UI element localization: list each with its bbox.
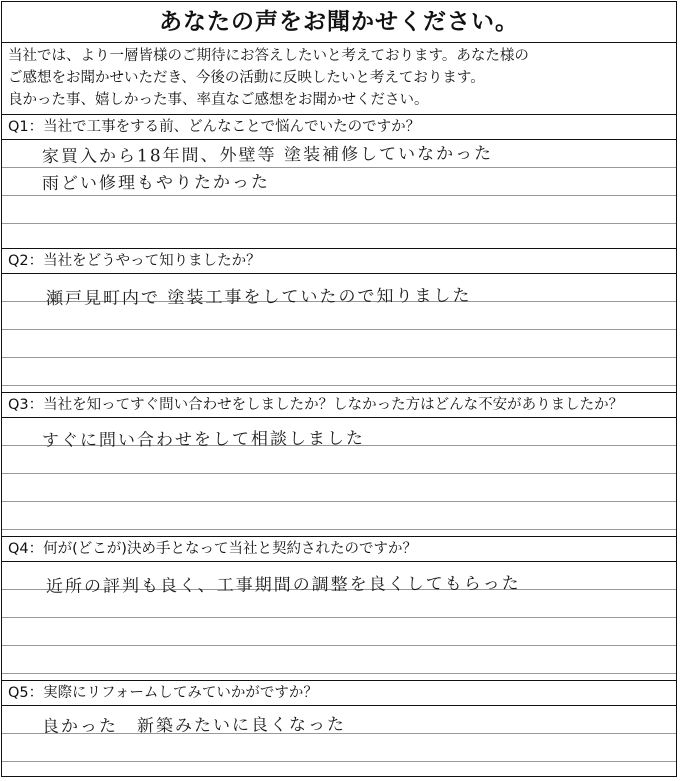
intro-line-3: 良かった事、嬉しかった事、率直なご感想をお聞かせください。 <box>8 92 429 108</box>
question-label-q2: Q2：当社をどうやって知りましたか？ <box>2 249 676 274</box>
survey-sheet <box>1 1 677 777</box>
intro-line-1: 当社では、より一層皆様のご期待にお答えしたいと考えております。あなた様の <box>8 48 529 64</box>
question-label-q5: Q5：実際にリフォームしてみていかがですか？ <box>2 681 676 706</box>
answer-q3-line-1: すぐに問い合わせをして相談しました <box>41 428 366 451</box>
answer-area-q3 <box>2 418 676 536</box>
answer-q2-line-1: 瀬戸見町内で 塗装工事をしていたので知りました <box>45 286 472 309</box>
answer-area-q5 <box>2 706 676 768</box>
answer-q4-line-1: 近所の評判も良く、工事期間の調整を良くしてもらった <box>45 573 521 597</box>
answer-area-q4 <box>2 562 676 680</box>
question-block-q3 <box>2 393 676 537</box>
page-title: あなたの声をお聞かせください。 <box>2 2 676 43</box>
question-block-q2 <box>2 249 676 393</box>
answer-q5-line-1: 良かった 新築みたいに良くなった <box>41 714 347 737</box>
answer-area-q2 <box>2 274 676 392</box>
answer-q1-line-2: 雨どい修理もやりたかった <box>41 172 271 194</box>
question-label-q3: Q3：当社を知ってすぐ問い合わせをしましたか？しなかった方はどんな不安がありましたか？ <box>2 393 676 418</box>
answer-q1-line-1: 家買入から18年間、外壁等 塗装補修していなかった <box>41 143 494 167</box>
intro-line-2: ご感想をお聞かせいただき、今後の活動に反映したいと考えております。 <box>8 70 485 86</box>
question-label-q1: Q1：当社で工事をする前、どんなことで悩んでいたのですか？ <box>2 115 676 140</box>
question-block-q5 <box>2 681 676 768</box>
question-label-q4: Q4：何が(どこが)決め手となって当社と契約されたのですか？ <box>2 537 676 562</box>
intro-text <box>2 43 676 115</box>
question-block-q4 <box>2 537 676 681</box>
answer-area-q1 <box>2 140 676 248</box>
question-block-q1 <box>2 115 676 249</box>
